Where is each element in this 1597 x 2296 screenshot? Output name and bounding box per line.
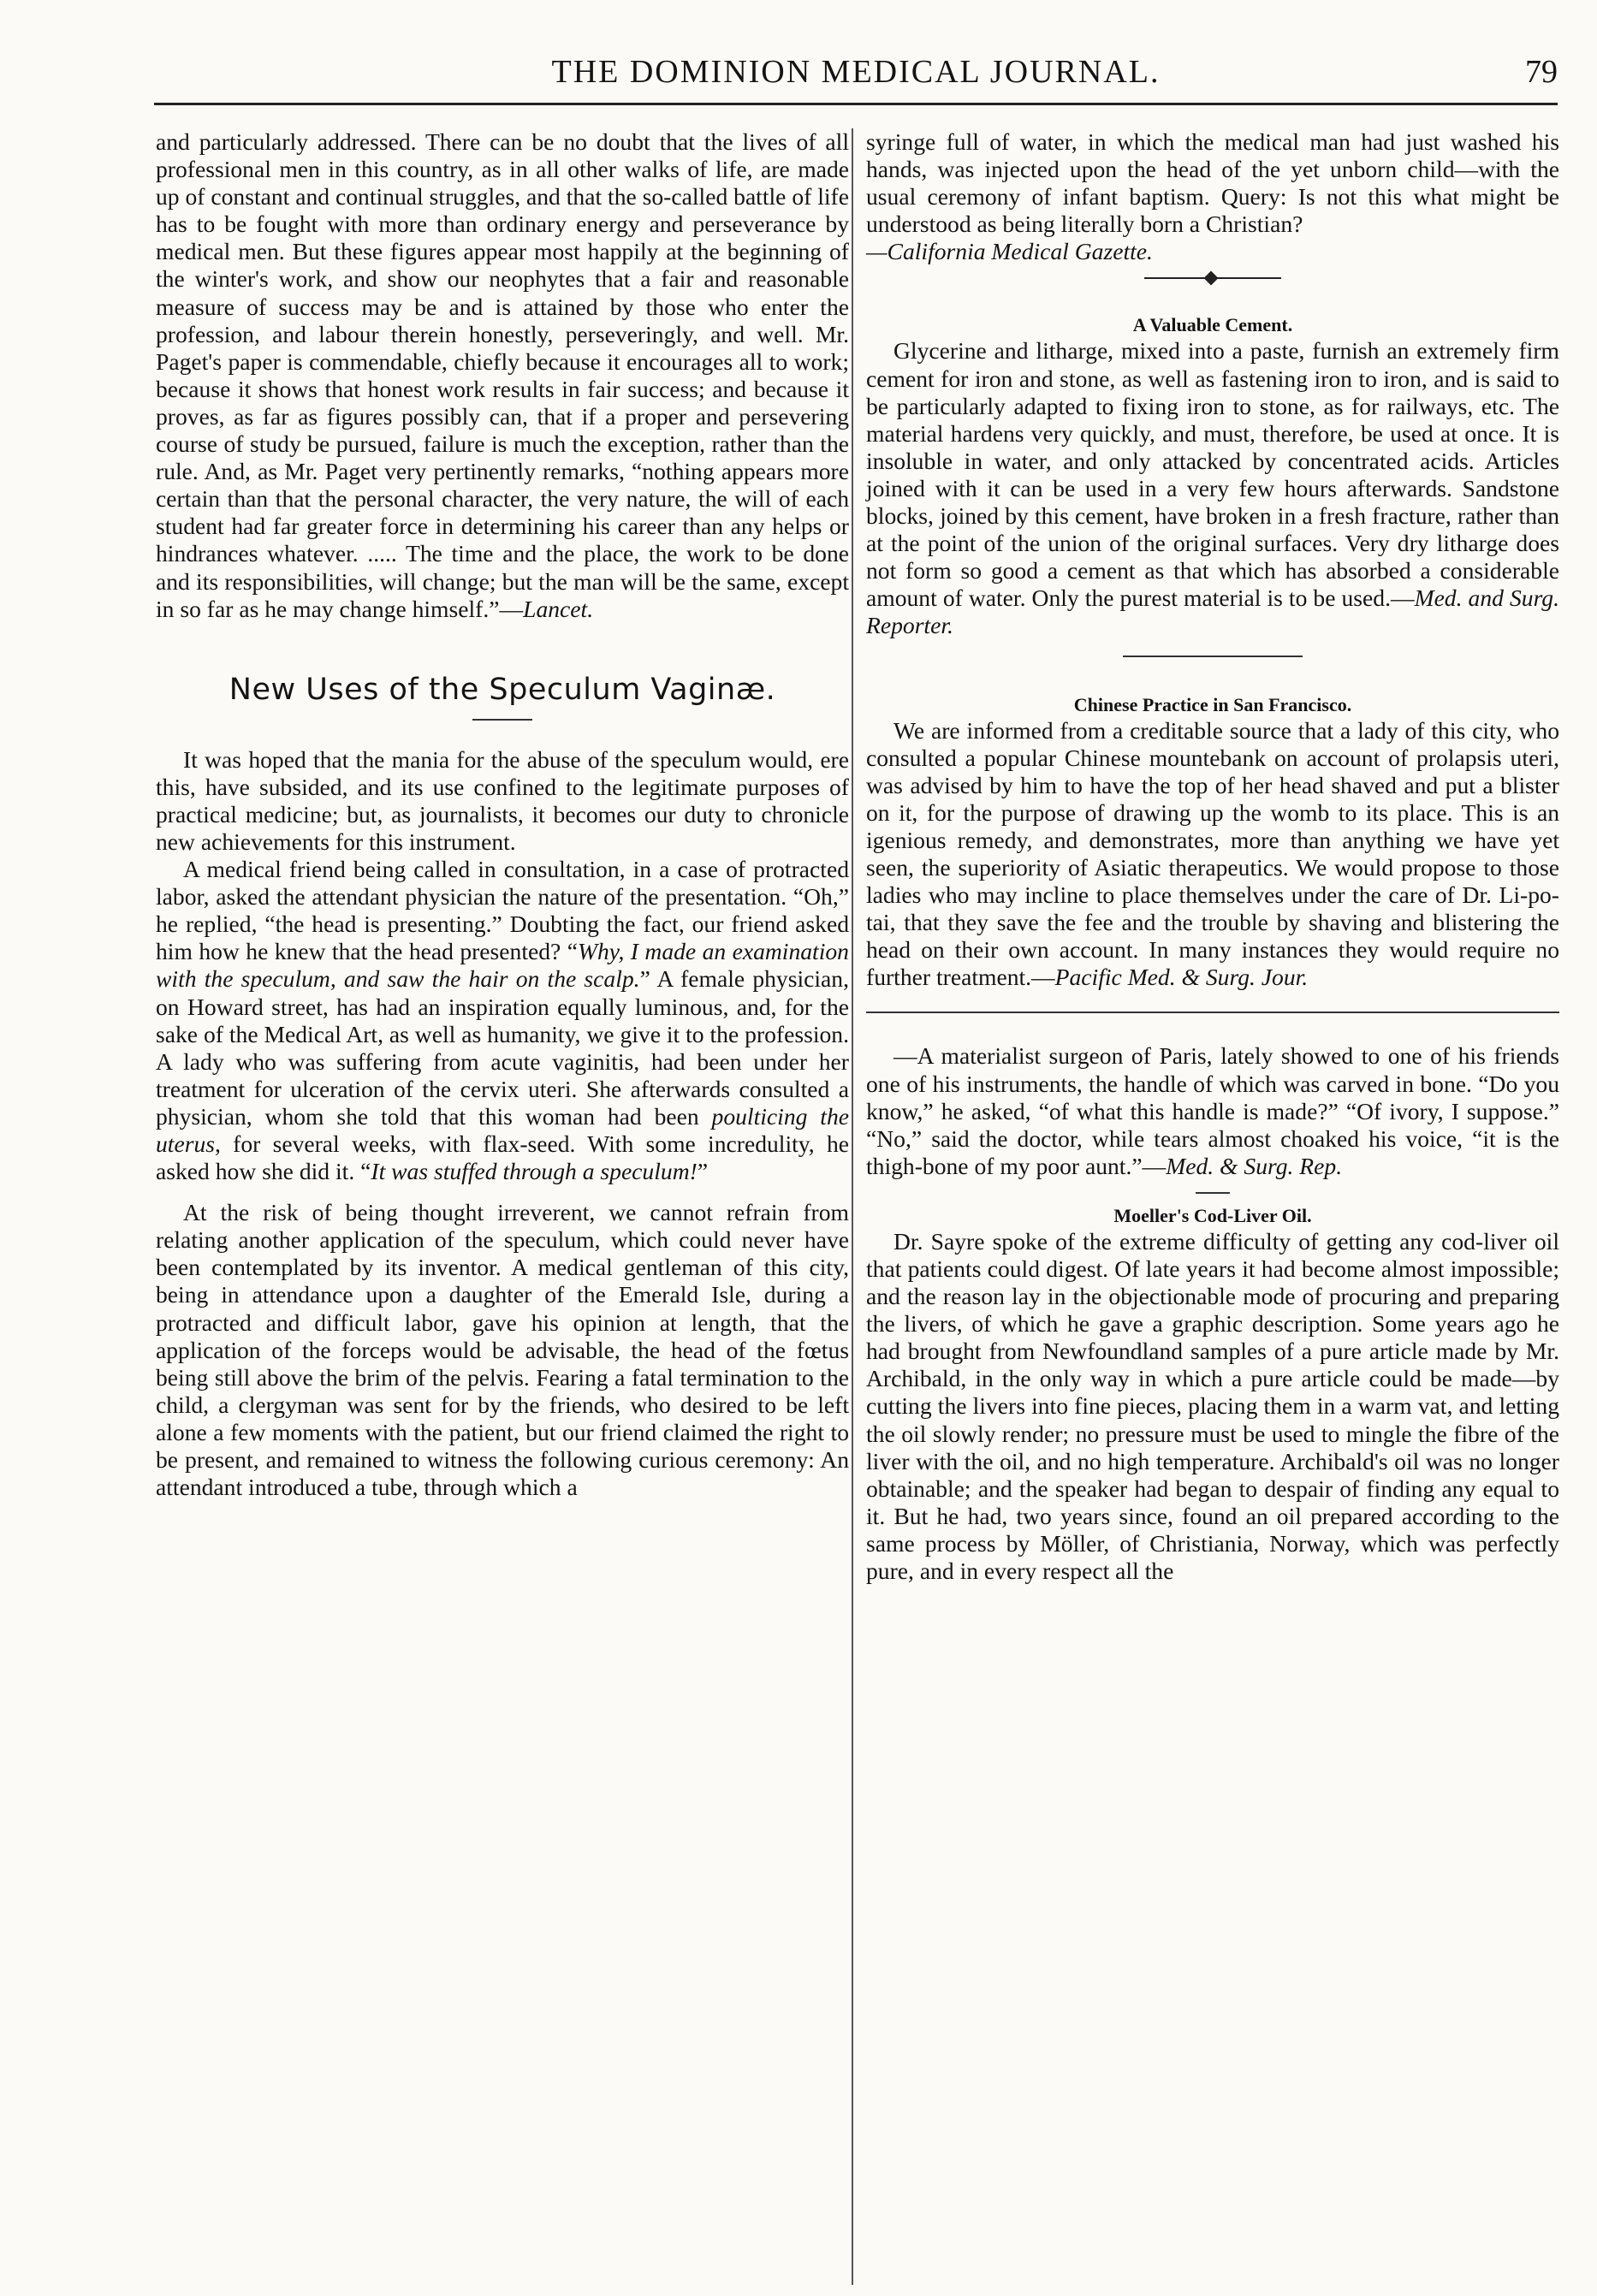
text-run: We are informed from a creditable source that a lady of this city, who consulted a popular Chinese mountebank on account of prolapsis uteri, was advised by him to have the top of her head shaved and put a blister on it, for the purpose of drawing up the womb to its place. This is an igenious remedy, and demonstrates, more than anything we have yet seen, the superiority of Asiatic therapeutics. We would propose to those ladies who may incline to place themselves under the care of Dr. Li-po-tai, that they save the fee and the trouble by shaving and blistering the head on their own account. In many instances they would require no further treatment.—	[866, 716, 1559, 991]
text-run: ” A female physician, on Howard street, has had an inspiration equally luminous, and, for the sake of the Medical Art, as well as humanity, we give it to the profession. A lady who was suffering from acute vaginitis, had been under her treatment for ulceration of the cervix uteri. She afterwards consulted a physician, whom she told that this woman had been	[156, 965, 849, 1130]
running-title: THE DOMINION MEDICAL JOURNAL.	[551, 54, 1161, 90]
article-paget-conclusion	[156, 128, 849, 623]
text-run: —A materialist surgeon of Paris, lately showed to one of his friends one of his instruments, the handle of which was carved in bone. “Do you know,” he asked, “of what this handle is made?” “Of ivory, I suppose.” “No,” said the doctor, while tears almost choaked his voice, “it is the thigh-bone of my poor aunt.”—	[866, 1042, 1559, 1179]
section-rule	[1123, 656, 1303, 657]
speculum-paragraph	[156, 856, 849, 1185]
cement-source: Med. and Surg. Reporter.	[866, 584, 1559, 639]
text-run: ”	[697, 1158, 709, 1185]
section-ornament	[1144, 272, 1281, 284]
chinese-practice-source: Pacific Med. & Surg. Jour.	[1054, 964, 1309, 991]
speculum-paragraph: It was hoped that the mania for the abuse of the speculum would, ere this, have subsided, and its use confined to the legitimate purposes of practical medicine; but, as journalists, it becomes our duty to chronicle new achievements for this instrument.	[156, 745, 849, 855]
baptism-source: —California Medical Gazette.	[866, 238, 1153, 265]
italic-run: Why, I made an examination with the speculum, and saw the hair on the scalp.	[156, 938, 849, 993]
page-number: 79	[1525, 54, 1558, 90]
cod-liver-oil-heading: Moeller's Cod-Liver Oil.	[1113, 1204, 1312, 1226]
chinese-practice-paragraph	[866, 717, 1559, 992]
section-rule	[1196, 1192, 1230, 1194]
page-header	[154, 53, 1558, 105]
italic-run: It was stuffed through a speculum!	[371, 1158, 698, 1185]
paget-text: and particularly addressed. There can be no doubt that the lives of all professional men in this country, as in all other walks of life, are made up of constant and continual struggles, and that the so-called battle of life has to be fought with more than ordinary energy and perseverance by medical men. But these figures appear most happily at the beginning of the winter's work, and show our neophytes that a fair and reasonable measure of success may be and is attained by those who enter the profession, and labour therein honestly, perseveringly, and well. Mr. Paget's paper is commendable, chiefly because it encourages all to work; because it shows that honest work results in fair success; and because it proves, as far as figures possibly can, that if a proper and persevering course of study be pursued, failure is much the exception, rather than the rule. And, as Mr. Paget very pertinently remarks, “nothing appears more certain than that the personal character, the very nature, the will of each student had far greater force in determining his career than any helps or hindrances whatever. ..... The time and the place, the work to be done and its responsibilities, will change; but the man will be the same, except in so far as he may change himself.”—	[156, 128, 849, 622]
text-run: Glycerine and litharge, mixed into a paste, furnish an extremely firm cement for iron and stone, as well as fastening iron to iron, and is said to be particularly adapted to fixing iron to stone, as for railways, etc. The material hardens very quickly, and must, therefore, be used at once. It is insoluble in water, and only attacked by concentrated acids. Articles joined with it can be used in a very few hours afterwards. Sandstone blocks, joined by this cement, have broken in a fresh fracture, rather than at the point of the union of the original surfaces. Very dry litharge does not form so good a cement as that which has absorbed a considerable amount of water. Only the purest material is to be used.—	[866, 337, 1559, 612]
text-run: A medical friend being called in consultation, in a case of protracted labor, asked the attendant physician the nature of the presentation. “Oh,” he replied, “the head is presenting.” Doubting the fact, our friend asked him how he knew that the head presented? “	[156, 856, 849, 965]
text-run: syringe full of water, in which the medical man had just washed his hands, was injected upon the head of the yet unborn child—with the usual ceremony of infant baptism. Query: Is not this what might be understood as being literally born a Christian?	[866, 128, 1559, 238]
chinese-practice-heading: Chinese Practice in San Francisco.	[1073, 693, 1352, 715]
italic-run: poulticing the uterus	[156, 1102, 849, 1157]
materialist-paragraph	[866, 1042, 1559, 1179]
baptism-continuation	[866, 128, 1559, 265]
cod-liver-oil-paragraph: Dr. Sayre spoke of the extreme difficulty of getting any cod-liver oil that patients could digest. Of late years it had become almost impossible; and the reason lay in the objectionable mode of procuring and preparing the livers, of which he gave a graphic description. Some years ago he had brought from Newfoundland samples of a pure article made by Mr. Archibald, in the only way in which a pure article could be made—by cutting the livers into fine pieces, placing them in a warm vat, and letting the oil slowly render; no pressure must be used to mingle the fibre of the liver with the oil, and no high temperature. Archibald's oil was no longer obtainable; and the speaker had began to despair of finding any equal to it. But he had, two years since, found an oil prepared according to the same process by Möller, of Christiania, Norway, which was perfectly pure, and in every respect all the	[866, 1227, 1559, 1585]
cement-heading: A Valuable Cement.	[1132, 314, 1293, 336]
heading-rule	[472, 719, 532, 721]
paget-source: Lancet.	[523, 595, 594, 622]
speculum-heading: New Uses of the Speculum Vaginæ.	[229, 672, 776, 707]
right-column	[866, 128, 1559, 2268]
text-run: , for several weeks, with flax-seed. With some incredulity, he asked how she did it. “	[156, 1130, 849, 1185]
section-rule	[866, 1012, 1559, 1013]
materialist-source: Med. & Surg. Rep.	[1166, 1152, 1343, 1179]
left-column	[156, 128, 849, 2268]
column-divider	[852, 128, 853, 2285]
speculum-paragraph: At the risk of being thought irreverent, we cannot refrain from relating another application of the speculum, which could never have been contemplated by its inventor. A medical gentleman of this city, being in attendance upon a daughter of the Emerald Isle, during a protracted and difficult labor, gave his opinion at length, that the application of the forceps would be advisable, the head of the fœtus being still above the brim of the pelvis. Fearing a fatal termination to the child, a clergyman was sent for by the friends, who desired to be left alone a few moments with the patient, but our friend claimed the right to be present, and remained to witness the following curious ceremony: An attendant introduced a tube, through which a	[156, 1199, 849, 1501]
cement-paragraph	[866, 337, 1559, 639]
